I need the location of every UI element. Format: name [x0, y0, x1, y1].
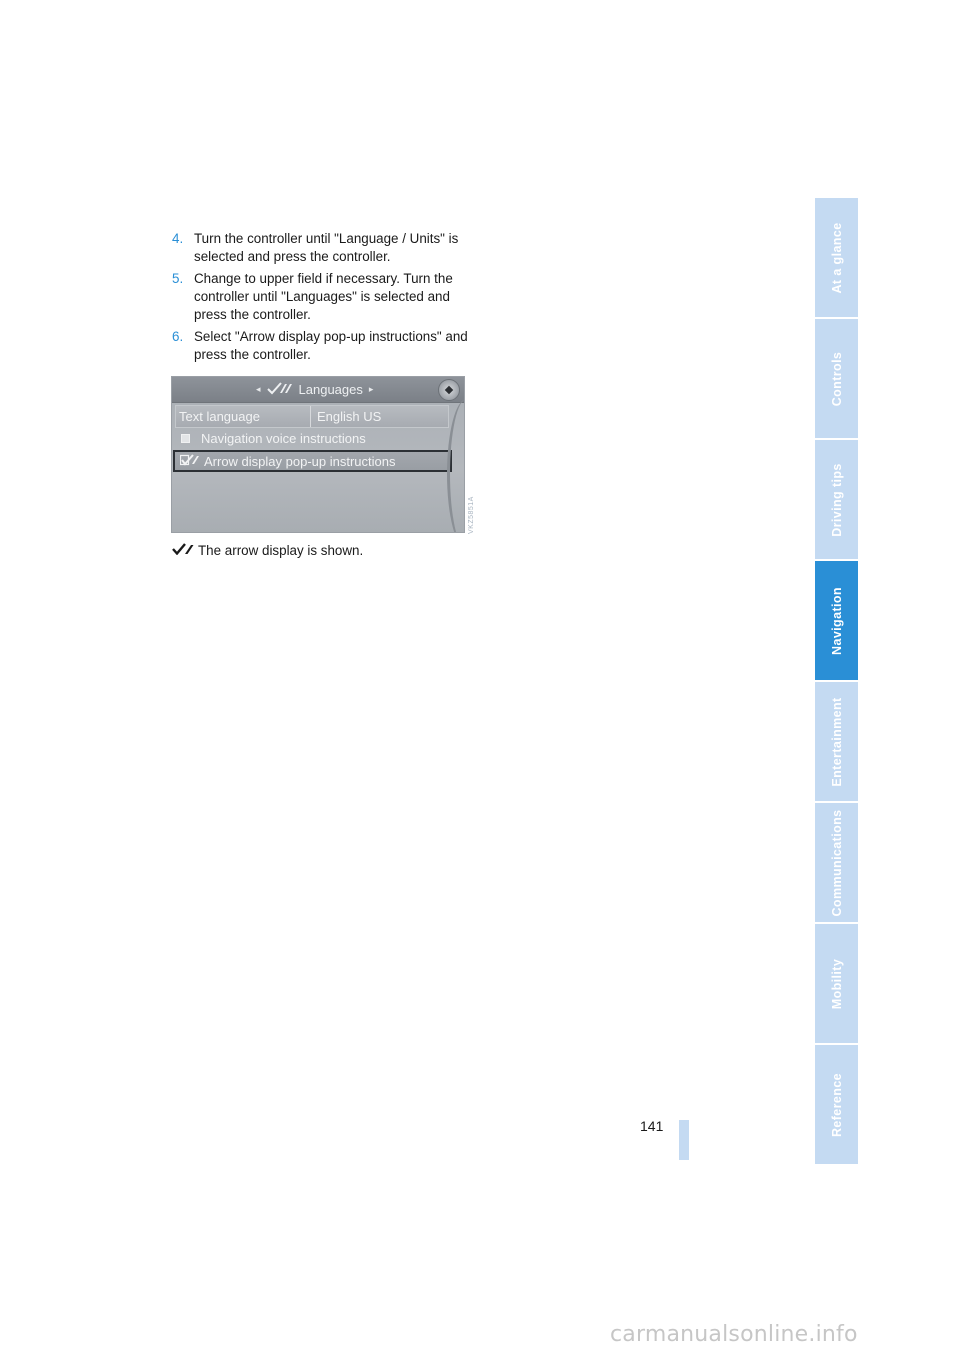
step-number: 5. — [172, 271, 184, 286]
text-language-value: English US — [317, 409, 382, 424]
scroll-arc — [447, 399, 465, 533]
caption-text: The arrow display is shown. — [198, 543, 364, 558]
tab-navigation[interactable]: Navigation — [815, 561, 858, 680]
screen-header — [172, 377, 464, 403]
step-text: Select "Arrow display pop-up instructions" and press the controller. — [194, 329, 468, 362]
tab-entertainment[interactable]: Entertainment — [815, 682, 858, 801]
tab-driving-tips[interactable]: Driving tips — [815, 440, 858, 559]
image-code: VKZ5851A — [468, 496, 475, 534]
unchecked-box-icon — [181, 434, 190, 443]
left-arrow-icon: ◂ — [256, 384, 261, 394]
page-number-bar — [679, 1120, 689, 1160]
compass-icon — [438, 379, 460, 401]
tab-reference[interactable]: Reference — [815, 1045, 858, 1164]
voice-instructions-row[interactable] — [175, 428, 447, 449]
text-language-row[interactable] — [175, 405, 449, 428]
header-title: Languages — [298, 382, 363, 397]
languages-icon — [267, 381, 293, 398]
tab-mobility[interactable]: Mobility — [815, 924, 858, 1043]
voice-instructions-label: Navigation voice instructions — [201, 431, 366, 446]
idrive-screen-illustration — [171, 376, 465, 533]
step-number: 6. — [172, 329, 184, 344]
text-language-label: Text language — [176, 406, 311, 427]
instruction-steps — [172, 230, 472, 368]
tab-communications[interactable]: Communications — [815, 803, 858, 922]
caption — [172, 543, 363, 558]
step-text: Change to upper field if necessary. Turn the controller until "Languages" is selected and press the controller. — [194, 271, 453, 322]
header-title-group — [256, 381, 373, 398]
step-number: 4. — [172, 231, 184, 246]
step-5 — [172, 270, 472, 324]
checked-box-icon — [180, 454, 200, 469]
chapter-tabs — [815, 198, 858, 1166]
arrow-display-row[interactable] — [173, 450, 452, 472]
step-text: Turn the controller until "Language / Units" is selected and press the controller. — [194, 231, 459, 264]
step-4 — [172, 230, 472, 266]
watermark: carmanualsonline.info — [610, 1322, 858, 1347]
step-6 — [172, 328, 472, 364]
page-number: 141 — [640, 1118, 664, 1134]
arrow-display-label: Arrow display pop-up instructions — [204, 453, 396, 469]
tab-at-a-glance[interactable]: At a glance — [815, 198, 858, 317]
check-arrow-icon — [172, 543, 194, 558]
right-arrow-icon: ▸ — [368, 384, 374, 394]
tab-controls[interactable]: Controls — [815, 319, 858, 438]
